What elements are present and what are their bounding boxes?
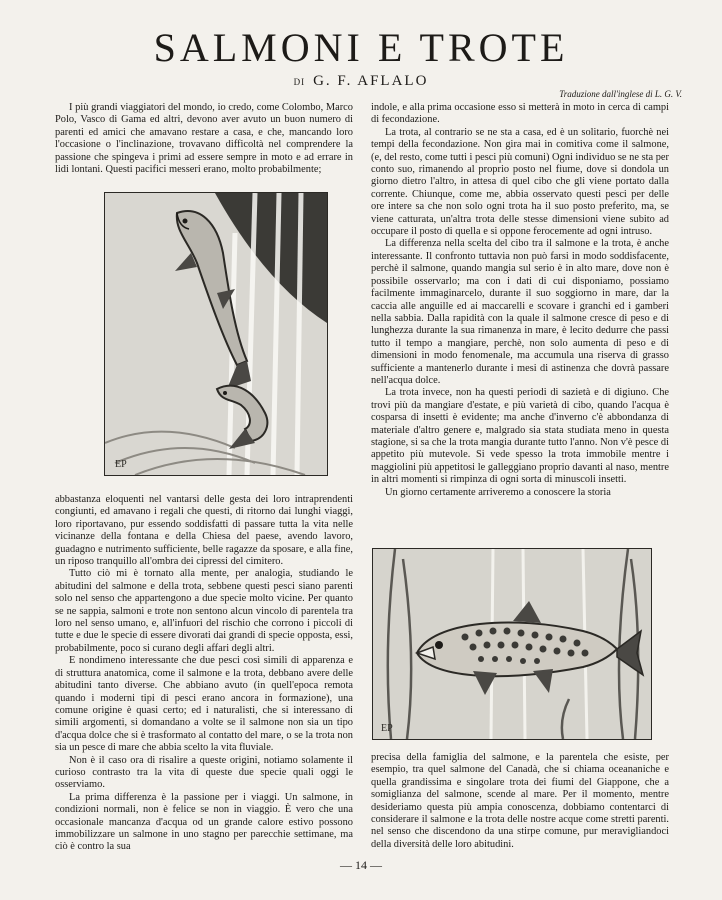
paragraph: E nondimeno interessante che due pesci così simili di apparenza e di struttura anatomica, come il salmone e la trota, debbano avere delle abitudini tanto diverse. Che abbiano avuto (in quell'epoca remota quando i moderni tipi di pesci erano ancora in formazione), una comune origine è quasi certo; ed i naturalisti, che si interessano di simili argomenti, si domandano a volte se il salmone non sia un tipo d'acqua dolce che si è trasformato al contatto del mare, o se la trota non sia un pesce di mare che abbia scelto la vita fluviale. [55, 655, 353, 754]
trout-monogram: EP [381, 723, 393, 734]
paragraph: indole, e alla prima occasione esso si metterà in moto in cerca di campi di fecondazione. [371, 102, 669, 126]
translation-note: Traduzione dall'inglese di L. G. V. [559, 89, 682, 99]
right-column-bottom [371, 752, 669, 851]
paragraph: Tutto ciò mi è tornato alla mente, per analogia, studiando le abitudini del salmone e della trota, sebbene questi pesci siano parenti solo nel senso che appartengono a due specie molto vicine. Per quanto se ne sappia, salmoni e trote non sentono alcun vincolo di parentela tra loro nel senso umano, e, all'infuori del rischio che corrono i piccoli di tutte e due le specie di essere divorati dai grandi di specie opposta, essi, probabilmente, poco si curano degli affari degli altri. [55, 568, 353, 654]
paragraph: Un giorno certamente arriveremo a conoscere la storia [385, 486, 611, 498]
paragraph: La differenza nella scelta del cibo tra il salmone e la trota, è anche interessante. Il confronto tuttavia non può farsi in modo soddisfacente, perchè il salmone, quando mangia sul serio è in alto mare, dove non è possibile osservarlo; ma con i dati di cui disponiamo, possiamo facilmente immaginarcelo, durante il suo soggiorno in mare, dar la caccia alle anguille ed ai maccarelli e scovare i granchi ed i gamberi nella sabbia. Dalla rapidità con la quale il salmone cresce di peso e di lunghezza durante la sua rimanenza in mare, è lecito dedurre che passi tutto il tempo a mangiare, perchè, non solo aumenta di peso e di dimensioni in modo fenomenale, ma accumula una riserva di grasso sufficiente a mantenerlo durante i mesi di astinenza che dovrà passare nell'acqua dolce. [371, 238, 669, 386]
page-number: — 14 — [340, 858, 382, 872]
trout-illustration [372, 548, 652, 740]
author-name: G. F. AFLALO [313, 73, 429, 89]
paragraph: La trota invece, non ha questi periodi di sazietà e di digiuno. Che trovi più da mangiare d'estate, e più varietà di cibo, quando l'acqua è cosparsa di insetti è evidente; ma anche d'inverno c'è abbondanza di materiale d'altro genere e, malgrado sia stata studiata meno in questa stagione, si sa che la trota mangia durante tutto l'anno. Non v'è pesce di appetito più mutevole. Si vede spesso la trota immobile mentre i maggiolini più appetitosi le galleggiano proprio davanti al naso, mentre in altri momenti si rimpinza di ogni sorta di minuscoli insetti. [371, 387, 669, 486]
paragraph: precisa della famiglia del salmone, e la parentela che esiste, per esempio, tra quel salmone del Canadà, che si chiama oceananiche e quella grandissima e singolare trota dei fiumi del Giappone, che a somiglianza del salmone, scende al mare. Per il momento, mentre desideriamo questa più ampia conoscenza, dobbiamo contentarci di considerare il salmone e la trota delle nostre acque come stretti parenti. nel senso che discendono da una stirpe comune, pur meravigliandoci della diversità delle loro abitudini. [371, 752, 669, 850]
byline [0, 73, 722, 90]
article-title: SALMONI E TROTE [153, 25, 569, 70]
paragraph: Non è il caso ora di risalire a queste origini, notiamo solamente il curioso contrasto tra la vita di queste due specie quali oggi le osserviamo. [55, 754, 353, 791]
paragraph: La prima differenza è la passione per i viaggi. Un salmone, in condizioni normali, non è felice se non in viaggio. È vero che una occasionale mancanza d'acqua od un grande calore estivo possono immobilizzare un salmone in uno stagno per parecchie settimane, ma ciò è contro la sua [55, 791, 353, 853]
left-column-bottom [55, 494, 353, 854]
salmon-illustration [104, 192, 328, 476]
salmon-drawing [105, 193, 327, 475]
byline-prefix: DI [293, 77, 306, 87]
trout-drawing [373, 549, 651, 739]
paragraph: abbastanza eloquenti nel vantarsi delle gesta dei loro intraprendenti congiunti, ed amavano i regali che questi, di ritorno dai lunghi viaggi, loro riportavano, pur essendo soddisfatti di passare tutta la vita nelle vicinanze della fontana e della Chiesa del paese, avendo lavoro, guadagno e nutrimento sufficiente, belle ragazze da sposare, e alla fine, un riposo tranquillo all'ombra dei cipressi del cimitero. [55, 494, 353, 568]
paragraph: La trota, al contrario se ne sta a casa, ed è un solitario, fuorchè nei tempi della fecondazione. Non gira mai in comitiva come il salmone, (e, del resto, come tutti i pesci più comuni) Ogni individuo se ne sta per conto suo, rimanendo al proprio posto nel fiume, dove si dondola un giorno dietro l'altro, in attesa di quel cibo che gli viene portato dalla corrente. Chiunque, come me, abbia osservato questi pesci per delle ore intere sa che non solo ogni trota ha il suo posto preferito, ma, se viene catturata, un'altra trota delle stesse dimensioni viene subito ad occupare il posto di quella e si oppone ferocemente ad ogni intruso. [371, 126, 669, 238]
salmon-monogram: EP [115, 459, 127, 470]
left-column-top [55, 102, 353, 176]
paragraph: I più grandi viaggiatori del mondo, io credo, come Colombo, Marco Polo, Vasco di Gama ed altri, devono aver avuto un buon numero di parenti ed amici che amavano restare a casa, e che, mancando loro l'occasione o l'inclinazione, trovavano difficoltà nel comprendere la passione che spingeva i primi ad essere sempre in moto e ad errare in lidi lontani. Questi pacifici messeri erano, molto probabilmente; [55, 102, 353, 176]
right-column-top [371, 102, 669, 499]
